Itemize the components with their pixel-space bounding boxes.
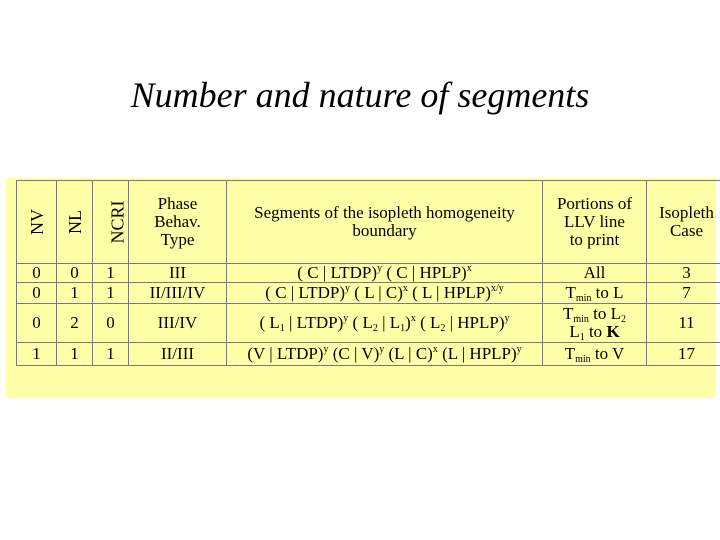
header-portions: Portions of LLV line to print <box>543 181 647 264</box>
table-row <box>17 343 720 366</box>
cell-case: 7 <box>647 283 720 304</box>
cell-ncri: 1 <box>93 264 129 283</box>
header-nv: NV <box>17 181 57 264</box>
table-row <box>17 283 720 304</box>
table-header-row <box>17 181 720 264</box>
table-row <box>17 264 720 283</box>
cell-case: 3 <box>647 264 720 283</box>
header-ncri: NCRI <box>93 181 129 264</box>
header-nl: NL <box>57 181 93 264</box>
cell-phase: III <box>129 264 227 283</box>
page-title: Number and nature of segments <box>130 75 590 115</box>
cell-phase: II/III/IV <box>129 283 227 304</box>
cell-segments: (V | LTDP)$^y$ (C | V)$^y$ (L | C)$^x$ (L | HPLP)$^y$ <box>227 343 543 366</box>
cell-segments: ( C | LTDP)$^y$ ( L | C)$^x$ ( L | HPLP)$^{x/y}$ <box>227 283 543 304</box>
header-phase: Phase Behav. Type <box>129 181 227 264</box>
cell-nl: 2 <box>57 304 93 343</box>
cell-ncri: 1 <box>93 343 129 366</box>
cell-nv: 0 <box>17 264 57 283</box>
cell-portions: $T_{min}$ to $L_2$ $L_1$ to K <box>543 304 647 343</box>
cell-case: 11 <box>647 304 720 343</box>
cell-nv: 1 <box>17 343 57 366</box>
cell-nl: 0 <box>57 264 93 283</box>
cell-portions: $T_{min}$ to V <box>543 343 647 366</box>
cell-nv: 0 <box>17 304 57 343</box>
header-case: Isopleth Case <box>647 181 720 264</box>
cell-case: 17 <box>647 343 720 366</box>
table-row <box>17 304 720 343</box>
cell-segments: ( C | LTDP)$^y$ ( C | HPLP)$^x$ <box>227 264 543 283</box>
cell-ncri: 1 <box>93 283 129 304</box>
cell-phase: II/III <box>129 343 227 366</box>
cell-nv: 0 <box>17 283 57 304</box>
cell-ncri: 0 <box>93 304 129 343</box>
cell-nl: 1 <box>57 283 93 304</box>
cell-portions: All <box>543 264 647 283</box>
cell-phase: III/IV <box>129 304 227 343</box>
cell-portions: $T_{min}$ to L <box>543 283 647 304</box>
header-segments: Segments of the isopleth homogeneity boundary <box>227 181 543 264</box>
cell-nl: 1 <box>57 343 93 366</box>
segments-table <box>16 180 720 366</box>
cell-segments: ( $L_1$ | LTDP)$^y$ ( $L_2$ | $L_1)^x$ ( $L_2$ | HPLP)$^y$ <box>227 304 543 343</box>
